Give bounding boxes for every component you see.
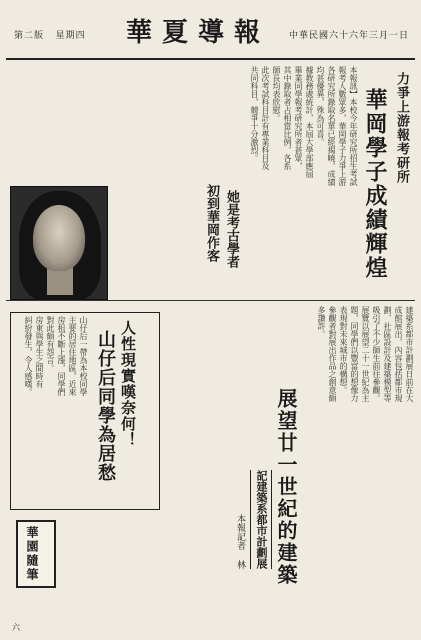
article2-text-columns bbox=[310, 306, 414, 626]
section-divider bbox=[6, 300, 415, 301]
page-number: 第二版 bbox=[14, 31, 45, 41]
text-line: 多讚許。 bbox=[317, 306, 326, 338]
article1-subhead-a: 她是考古學者 bbox=[224, 190, 239, 268]
text-line: 共同科目，競爭十分激烈。 bbox=[250, 66, 259, 162]
text-line: 各研究所錄取名單已經揭曉，成績 bbox=[327, 66, 336, 186]
column-text bbox=[58, 512, 106, 632]
text-line: 報考人數眾多，華岡學子力爭上游 bbox=[338, 66, 347, 186]
text-line: 對此頗有怨言。 bbox=[46, 316, 55, 372]
column-name: 華園隨筆 bbox=[25, 526, 39, 582]
article2-text-columns-2 bbox=[204, 306, 266, 486]
text-line: 主要的居住地區，近來 bbox=[68, 316, 77, 396]
page-footer: 六 bbox=[12, 623, 20, 632]
text-line: 吸引了不少師生前往參觀。 bbox=[372, 306, 381, 402]
article1-kicker: 力爭上游報考研所 bbox=[394, 72, 409, 184]
newspaper-title: 華夏導報 bbox=[126, 18, 271, 48]
text-line: 題，同學們以豐富的想像力 bbox=[350, 306, 359, 402]
article1-headline: 華岡學子成績輝煌 bbox=[362, 88, 388, 280]
text-line: 此次考試科目計有專業科目及 bbox=[261, 66, 270, 170]
publication-date: 中華民國六十六年三月一日 bbox=[288, 31, 409, 41]
article3-kicker: 人性現實嘆奈何！ bbox=[119, 320, 137, 448]
portrait-photo bbox=[10, 186, 108, 300]
photo-caption-text bbox=[108, 186, 198, 298]
weekday: 星期四 bbox=[55, 31, 86, 41]
text-line: 本報訊】本校今年研究所招生考試 bbox=[349, 66, 358, 186]
text-line: 展覽以展望二十一世紀為主 bbox=[361, 306, 370, 402]
text-line: 據教務處統計，本屆大學部應屆 bbox=[305, 66, 314, 178]
text-line: 表現對未來城市的構想。 bbox=[339, 306, 348, 394]
column-stamp bbox=[16, 520, 56, 588]
left-top-text-columns bbox=[8, 64, 194, 184]
article1-subhead-b: 初到華岡作客 bbox=[204, 184, 219, 262]
text-line: 房東與學生之間時有 bbox=[35, 316, 44, 388]
text-line: 建築系都市計劃展日前在大 bbox=[405, 306, 414, 402]
article3-headline: 山仔后同學為居愁 bbox=[95, 330, 116, 482]
article2-text-columns-3 bbox=[160, 470, 232, 630]
text-line: 均甚優異，殊為可喜。 bbox=[316, 66, 325, 146]
text-line: 成館展出，內容包括都市規 bbox=[394, 306, 403, 402]
text-line: 其中錄取者占相當比例，各系 bbox=[283, 66, 292, 170]
text-line: 畢業同學報考研究所者甚眾， bbox=[294, 66, 303, 170]
text-line: 師長均表欣慰。 bbox=[272, 66, 281, 122]
text-line: 劃、社區設計及建築模型等 bbox=[383, 306, 392, 402]
issue-info bbox=[14, 28, 86, 41]
text-line: 糾紛發生，令人感嘆。 bbox=[24, 316, 33, 396]
article2-byline: 本報記者 林 bbox=[235, 514, 245, 569]
text-line: 山仔后一帶為本校同學 bbox=[79, 316, 88, 396]
text-line: 房租不斷上漲，同學們 bbox=[57, 316, 66, 396]
masthead bbox=[6, 6, 415, 60]
article2-subhead: 記建築系都市計劃展 bbox=[250, 470, 272, 569]
article2-headline: 展望廿一世紀的建築 bbox=[274, 388, 298, 586]
article3-text-columns-2 bbox=[108, 420, 156, 620]
text-line: 參觀者對展出作品之創意頗 bbox=[328, 306, 337, 402]
article3-text-columns bbox=[14, 316, 88, 504]
